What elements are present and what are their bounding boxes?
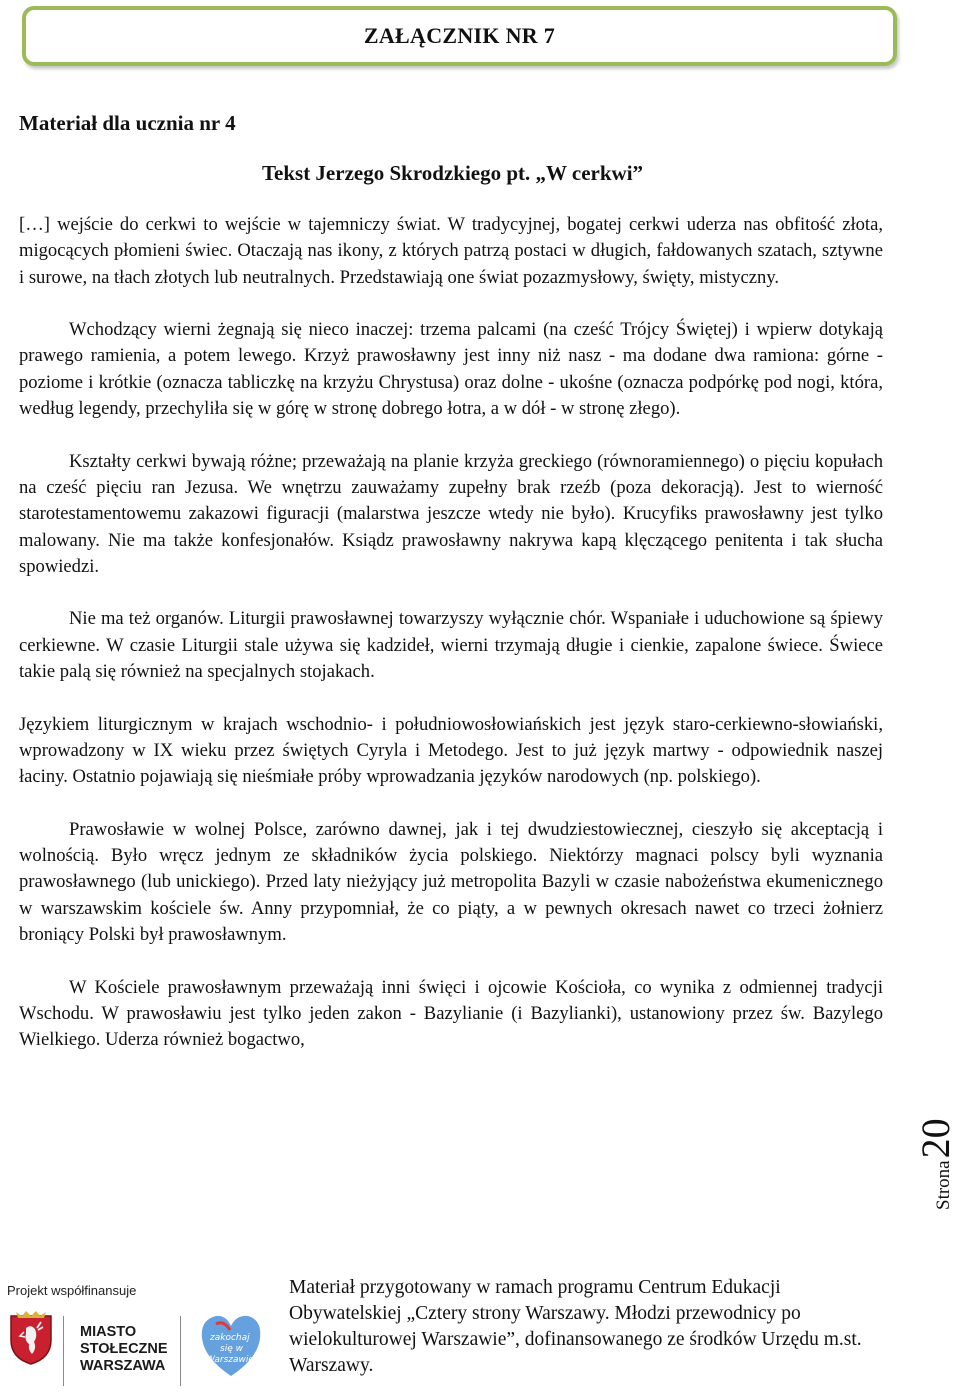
text-title: Tekst Jerzego Skrodzkiego pt. „W cerkwi” (261, 161, 644, 185)
page-title: ZAŁĄCZNIK NR 7 (363, 23, 556, 48)
paragraph: Kształty cerkwi bywają różne; przeważają na planie krzyża greckiego (równoramiennego) o pięciu kopułach na cześć pięciu ran Jezusa. We wnętrzu zauważamy zupełny brak rzeźb (poza dekoracją). Jest to wierność starotestamentowemu zakazowi figuracji (malarstwa jeszcze wtedy nie było). Krucyfiks prawosławny jest tylko malowany. Nie ma także konfesjonałów. Ksiądz prawosławny nakrywa kapą klęczącego penitenta i tak słucha spowiedzi. (19, 450, 883, 577)
page-word: Strona (933, 1160, 954, 1210)
page-number (912, 1118, 958, 1210)
warsaw-crest-icon (8, 1310, 54, 1366)
page-number-value: 20 (913, 1118, 958, 1159)
header-box (22, 6, 897, 66)
paragraph: Prawosławie w wolnej Polsce, zarówno dawnej, jak i tej dwudziestowiecznej, cieszyło się akceptacją i wolnością. Było wręcz jednym ze składników życia polskiego. Niektórzy magnaci polscy byli wyznania prawosławnego (lub unickiego). Przed laty nieżyjący już metropolita Bazyli w czasie nabożeństwa ekumenicznego w warszawskim kościele św. Anny przypomniał, że co piąty, a w pewnych okresach nawet co trzeci żołnierz broniący Polski był prawosławnym. (19, 818, 883, 946)
paragraph: Językiem liturgicznym w krajach wschodnio- i południowosłowiańskich jest język staro-cerkiewno-słowiański, wprowadzony w IX wieku przez świętych Cyryla i Metodego. Jest to już język martwy - odpowiednik naszej łaciny. Ostatnio pojawiają się nieśmiałe próby wprowadzania języków narodowych (np. polskiego). (19, 713, 883, 788)
cofinance-label: Projekt współfinansuje (7, 1283, 137, 1298)
sponsor-logos (0, 1278, 280, 1393)
heart-logo-icon (196, 1306, 266, 1381)
divider (180, 1316, 181, 1386)
city-line: MIASTO (80, 1324, 137, 1340)
campaign-line: Warszawie (206, 1355, 254, 1365)
campaign-line: się w (220, 1344, 243, 1354)
body-text (19, 212, 883, 1054)
city-line: STOŁECZNE (80, 1341, 168, 1357)
campaign-line: zakochaj (210, 1333, 250, 1343)
paragraph: Nie ma też organów. Liturgii prawosławnej towarzyszy wyłącznie chór. Wspaniałe i uduchowione są śpiewy cerkiewne. W czasie Liturgii stale używa się kadzideł, wierni trzymają długie i cienkie, zapalone świece. Świece takie palą się również na specjalnych stojakach. (19, 608, 883, 683)
paragraph: […] wejście do cerkwi to wejście w tajemniczy świat. W tradycyjnej, bogatej cerkwi uderza nas obfitość złota, migocących płomieni świec. Otaczają nas ikony, z których patrzą postaci w długich, fałdowanych szatach, sztywne i surowe, na tłach złotych lub neutralnych. Przedstawiają one świat pozazmysłowy, święty, mistyczny. (19, 214, 883, 288)
material-label: Materiał dla ucznia nr 4 (19, 111, 236, 135)
footer-text: Materiał przygotowany w ramach programu Centrum Edukacji Obywatelskiej „Cztery strony Warszawy. Młodzi przewodnicy po wielokulturowej Warszawie”, dofinansowanego ze środków Urzędu m.st. Warszawy. (289, 1277, 862, 1376)
paragraph: W Kościele prawosławnym przeważają inni święci i ojcowie Kościoła, co wynika z odmiennej tradycji Wschodu. W prawosławiu jest tylko jeden zakon - Bazylianie (i Bazylianki), ustanowiony przez św. Bazylego Wielkiego. Uderza również bogactwo, (19, 976, 883, 1051)
city-logo-text (80, 1324, 168, 1375)
paragraph: Wchodzący wierni żegnają się nieco inaczej: trzema palcami (na cześć Trójcy Świętej) i wpierw dotykają prawego ramienia, a potem lewego. Krzyż prawosławny jest inny niż nasz - ma dodane dwa ramiona: górne - poziome i krótkie (oznacza tabliczkę na krzyżu Chrystusa) oraz dolne - ukośne (oznacza podpórkę pod nogi, która, według legendy, przechyliła się w górę w stronę dobrego łotra, a w dół - w stronę złego). (19, 319, 883, 420)
city-line: WARSZAWA (80, 1358, 166, 1374)
divider (63, 1316, 64, 1386)
